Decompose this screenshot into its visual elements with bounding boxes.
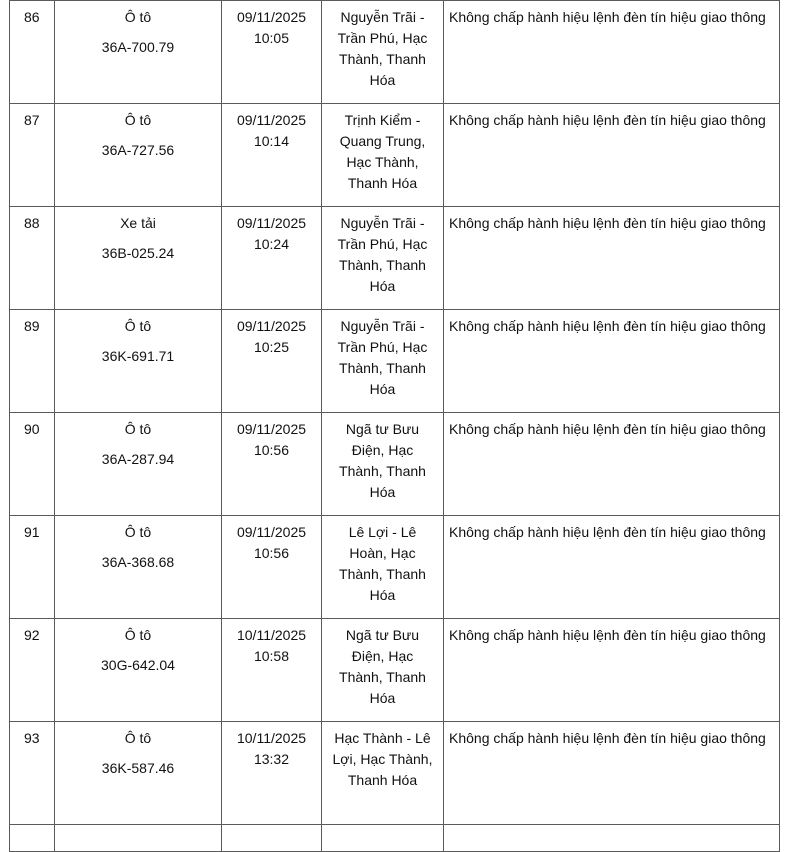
violation-location: Nguyễn Trãi - Trần Phú, Hạc Thành, Thanh Hóa xyxy=(337,215,428,294)
empty-cell xyxy=(222,825,322,852)
violation-date: 09/11/2025 xyxy=(236,9,307,25)
location-cell xyxy=(322,310,444,413)
stt-cell xyxy=(10,516,55,619)
violation-location: Ngã tư Bưu Điện, Hạc Thành, Thanh Hóa xyxy=(339,627,426,706)
table-row xyxy=(10,722,780,825)
violation-time: 10:56 xyxy=(253,545,290,561)
violation-description: Không chấp hành hiệu lệnh đèn tín hiệu giao thông xyxy=(449,730,766,746)
license-plate: 36A-700.79 xyxy=(101,39,175,55)
table-row xyxy=(10,516,780,619)
violations-table-body xyxy=(10,1,780,852)
violation-cell xyxy=(444,104,780,207)
location-cell xyxy=(322,207,444,310)
location-cell xyxy=(322,516,444,619)
vehicle-type: Ô tô xyxy=(124,627,152,643)
violation-time: 10:58 xyxy=(253,648,290,664)
violation-time: 10:56 xyxy=(253,442,290,458)
vehicle-type: Ô tô xyxy=(124,421,152,437)
vehicle-cell xyxy=(55,1,222,104)
vehicle-type: Xe tải xyxy=(120,215,156,231)
datetime-cell xyxy=(222,310,322,413)
vehicle-type: Ô tô xyxy=(124,9,152,25)
table-row xyxy=(10,310,780,413)
violation-description: Không chấp hành hiệu lệnh đèn tín hiệu giao thông xyxy=(449,627,766,643)
datetime-cell xyxy=(222,619,322,722)
violation-time: 10:25 xyxy=(253,339,290,355)
violation-description: Không chấp hành hiệu lệnh đèn tín hiệu giao thông xyxy=(449,9,766,25)
stt-cell xyxy=(10,1,55,104)
empty-cell xyxy=(444,825,780,852)
table-row xyxy=(10,207,780,310)
vehicle-cell xyxy=(55,413,222,516)
empty-cell xyxy=(55,825,222,852)
empty-cell xyxy=(10,825,55,852)
license-plate: 30G-642.04 xyxy=(101,657,175,673)
violation-cell xyxy=(444,310,780,413)
empty-cell xyxy=(322,825,444,852)
stt-cell xyxy=(10,310,55,413)
violation-description: Không chấp hành hiệu lệnh đèn tín hiệu giao thông xyxy=(449,421,766,437)
datetime-cell xyxy=(222,413,322,516)
row-number: 88 xyxy=(24,215,40,231)
vehicle-cell xyxy=(55,516,222,619)
violation-cell xyxy=(444,516,780,619)
violation-location: Nguyễn Trãi - Trần Phú, Hạc Thành, Thanh Hóa xyxy=(337,318,428,397)
license-plate: 36A-727.56 xyxy=(101,142,175,158)
row-number: 91 xyxy=(24,524,40,540)
violation-time: 10:14 xyxy=(253,133,290,149)
violation-description: Không chấp hành hiệu lệnh đèn tín hiệu giao thông xyxy=(449,112,766,128)
table-row-partial xyxy=(10,825,780,852)
violation-date: 10/11/2025 xyxy=(236,627,307,643)
violation-cell xyxy=(444,722,780,825)
vehicle-type: Ô tô xyxy=(124,318,152,334)
location-cell xyxy=(322,722,444,825)
violation-time: 10:05 xyxy=(253,30,290,46)
vehicle-cell xyxy=(55,310,222,413)
vehicle-cell xyxy=(55,207,222,310)
stt-cell xyxy=(10,207,55,310)
datetime-cell xyxy=(222,207,322,310)
violation-cell xyxy=(444,1,780,104)
location-cell xyxy=(322,1,444,104)
location-cell xyxy=(322,104,444,207)
vehicle-cell xyxy=(55,722,222,825)
table-row xyxy=(10,413,780,516)
license-plate: 36K-691.71 xyxy=(101,348,175,364)
violation-location: Hạc Thành - Lê Lợi, Hạc Thành, Thanh Hóa xyxy=(332,730,433,788)
stt-cell xyxy=(10,619,55,722)
datetime-cell xyxy=(222,722,322,825)
license-plate: 36K-587.46 xyxy=(101,760,175,776)
vehicle-cell xyxy=(55,104,222,207)
violation-date: 09/11/2025 xyxy=(236,215,307,231)
row-number: 86 xyxy=(24,9,40,25)
table-row xyxy=(10,104,780,207)
location-cell xyxy=(322,619,444,722)
vehicle-type: Ô tô xyxy=(124,730,152,746)
vehicle-type: Ô tô xyxy=(124,112,152,128)
violation-date: 09/11/2025 xyxy=(236,112,307,128)
violation-date: 09/11/2025 xyxy=(236,318,307,334)
violation-cell xyxy=(444,619,780,722)
violation-cell xyxy=(444,413,780,516)
datetime-cell xyxy=(222,1,322,104)
row-number: 89 xyxy=(24,318,40,334)
violation-cell xyxy=(444,207,780,310)
violation-date: 10/11/2025 xyxy=(236,730,307,746)
location-cell xyxy=(322,413,444,516)
violations-table xyxy=(9,0,780,852)
license-plate: 36B-025.24 xyxy=(101,245,175,261)
stt-cell xyxy=(10,413,55,516)
license-plate: 36A-287.94 xyxy=(101,451,175,467)
violation-time: 10:24 xyxy=(253,236,290,252)
stt-cell xyxy=(10,722,55,825)
vehicle-type: Ô tô xyxy=(124,524,152,540)
license-plate: 36A-368.68 xyxy=(101,554,175,570)
violation-description: Không chấp hành hiệu lệnh đèn tín hiệu giao thông xyxy=(449,318,766,334)
vehicle-cell xyxy=(55,619,222,722)
violation-location: Lê Lợi - Lê Hoàn, Hạc Thành, Thanh Hóa xyxy=(339,524,426,603)
violation-time: 13:32 xyxy=(253,751,290,767)
violation-date: 09/11/2025 xyxy=(236,524,307,540)
table-row xyxy=(10,1,780,104)
violation-location: Nguyễn Trãi - Trần Phú, Hạc Thành, Thanh Hóa xyxy=(337,9,428,88)
violation-description: Không chấp hành hiệu lệnh đèn tín hiệu giao thông xyxy=(449,215,766,231)
stt-cell xyxy=(10,104,55,207)
row-number: 87 xyxy=(24,112,40,128)
violation-date: 09/11/2025 xyxy=(236,421,307,437)
violations-table-container xyxy=(9,0,779,852)
datetime-cell xyxy=(222,516,322,619)
violation-location: Ngã tư Bưu Điện, Hạc Thành, Thanh Hóa xyxy=(339,421,426,500)
row-number: 92 xyxy=(24,627,40,643)
violation-location: Trịnh Kiểm - Quang Trung, Hạc Thành, Thanh Hóa xyxy=(339,112,426,191)
row-number: 90 xyxy=(24,421,40,437)
violation-description: Không chấp hành hiệu lệnh đèn tín hiệu giao thông xyxy=(449,524,766,540)
row-number: 93 xyxy=(24,730,40,746)
table-row xyxy=(10,619,780,722)
datetime-cell xyxy=(222,104,322,207)
